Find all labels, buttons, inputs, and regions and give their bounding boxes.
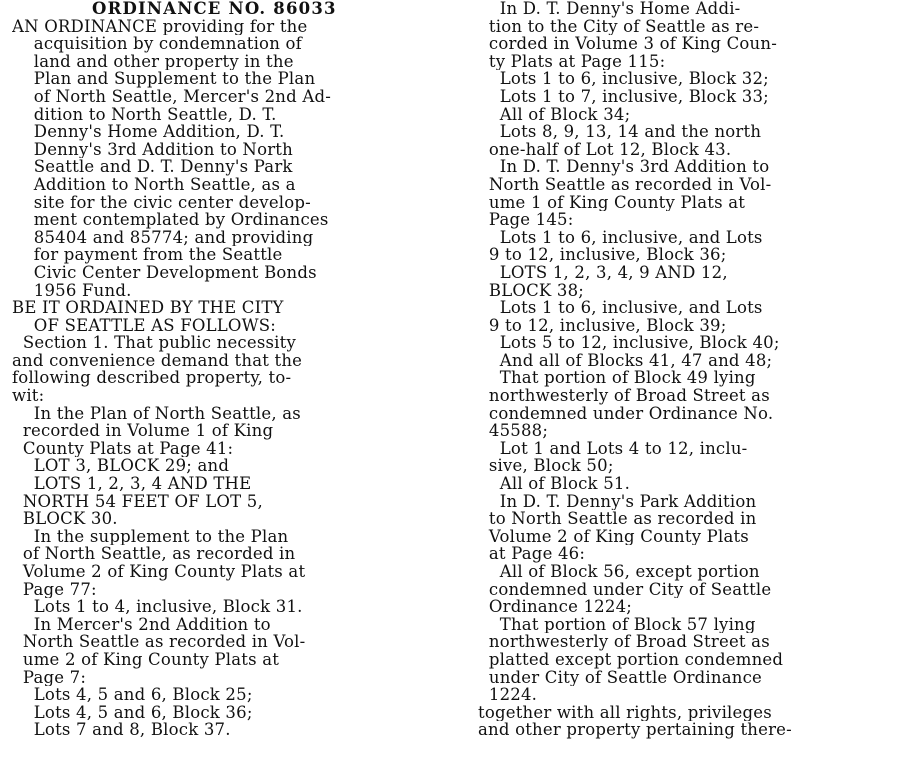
text-line: and convenience demand that the — [12, 351, 303, 370]
text-line: ment contemplated by Ordinances — [12, 211, 329, 229]
text-line: 9 to 12, inclusive, Block 36; — [478, 246, 727, 264]
text-line: condemned under Ordinance No. — [478, 404, 774, 423]
text-line: together with all rights, privileges — [478, 703, 772, 722]
text-line: In D. T. Denny's 3rd Addition to — [478, 158, 770, 176]
text-line: Ordinance 1224; — [478, 598, 633, 616]
text-line: Seattle and D. T. Denny's Park — [12, 158, 293, 176]
text-line: Section 1. That public necessity — [12, 334, 296, 352]
text-line: to North Seattle as recorded in — [478, 510, 757, 528]
text-line: Lots 1 to 4, inclusive, Block 31. — [12, 598, 303, 616]
text-line: 1224. — [478, 686, 538, 704]
text-line: All of Block 51. — [478, 475, 631, 493]
text-line: Plan and Supplement to the Plan — [12, 70, 316, 88]
text-line: OF SEATTLE AS FOLLOWS: — [12, 316, 277, 335]
text-line: Lots 1 to 6, inclusive, Block 32; — [478, 70, 769, 88]
text-line: North Seattle as recorded in Vol- — [12, 633, 306, 651]
text-line: That portion of Block 49 lying — [478, 369, 756, 388]
text-line: for payment from the Seattle — [12, 246, 283, 264]
text-line: northwesterly of Broad Street as — [478, 633, 770, 651]
text-line: Lots 7 and 8, Block 37. — [12, 721, 231, 739]
text-line: 45588; — [478, 422, 549, 440]
text-line: and other property pertaining there- — [478, 721, 792, 739]
text-line: site for the civic center develop- — [12, 193, 311, 212]
text-line: of North Seattle, Mercer's 2nd Ad- — [12, 87, 331, 106]
text-line: All of Block 56, except portion — [478, 563, 760, 581]
text-line: 85404 and 85774; and providing — [12, 228, 314, 247]
text-line: NORTH 54 FEET OF LOT 5, — [12, 492, 263, 511]
text-line: ty Plats at Page 115: — [478, 52, 666, 71]
text-line: AN ORDINANCE providing for the — [12, 17, 308, 36]
right-column — [478, 0, 892, 739]
text-line: BLOCK 30. — [12, 510, 118, 528]
text-line: corded in Volume 3 of King Coun- — [478, 35, 777, 53]
text-line: That portion of Block 57 lying — [478, 615, 756, 634]
text-line: one-half of Lot 12, Block 43. — [478, 140, 732, 159]
text-line: dition to North Seattle, D. T. — [12, 105, 277, 124]
text-line: Lots 1 to 6, inclusive, and Lots — [478, 299, 763, 317]
text-line: wit: — [12, 387, 45, 405]
text-line: 1956 Fund. — [12, 281, 132, 300]
ordinance-title: ORDINANCE NO. 86033 — [92, 0, 337, 18]
text-line: BE IT ORDAINED BY THE CITY — [12, 299, 284, 317]
text-line: In the supplement to the Plan — [12, 527, 289, 546]
text-line: In D. T. Denny's Park Addition — [478, 492, 757, 511]
text-line: LOT 3, BLOCK 29; and — [12, 457, 230, 476]
text-line: at Page 46: — [478, 545, 586, 563]
text-line: ume 1 of King County Plats at — [478, 193, 746, 212]
text-line: BLOCK 38; — [478, 281, 585, 300]
text-line: In the Plan of North Seattle, as — [12, 404, 301, 423]
text-line: tion to the City of Seattle as re- — [478, 17, 760, 36]
text-line: Page 145: — [478, 211, 574, 229]
left-column — [12, 0, 436, 739]
text-line: of North Seattle, as recorded in — [12, 545, 296, 563]
text-line: ume 2 of King County Plats at — [12, 650, 280, 669]
text-line: Denny's 3rd Addition to North — [12, 140, 293, 159]
text-line: Page 7: — [12, 668, 87, 687]
text-line: Denny's Home Addition, D. T. — [12, 123, 285, 141]
text-line: platted except portion condemned — [478, 650, 784, 669]
text-line: In Mercer's 2nd Addition to — [12, 615, 271, 634]
text-line: Lots 8, 9, 13, 14 and the north — [478, 123, 762, 141]
text-line: Lots 1 to 7, inclusive, Block 33; — [478, 87, 769, 106]
text-line: County Plats at Page 41: — [12, 439, 234, 458]
text-line: All of Block 34; — [478, 105, 631, 124]
text-line: LOTS 1, 2, 3, 4 AND THE — [12, 475, 252, 493]
text-line: And all of Blocks 41, 47 and 48; — [478, 351, 773, 370]
text-line: sive, Block 50; — [478, 457, 614, 476]
text-line: North Seattle as recorded in Vol- — [478, 175, 772, 194]
text-line: Lot 1 and Lots 4 to 12, inclu- — [478, 439, 748, 458]
text-line: northwesterly of Broad Street as — [478, 387, 770, 405]
text-line: Page 77: — [12, 580, 97, 599]
text-line: Addition to North Seattle, as a — [12, 175, 296, 194]
text-line: Volume 2 of King County Plats at — [12, 563, 306, 581]
text-line: Lots 4, 5 and 6, Block 25; — [12, 686, 253, 704]
text-line: Lots 4, 5 and 6, Block 36; — [12, 703, 253, 722]
text-line: Civic Center Development Bonds — [12, 263, 317, 282]
text-line: Lots 5 to 12, inclusive, Block 40; — [478, 334, 780, 352]
text-line: recorded in Volume 1 of King — [12, 422, 274, 440]
text-line: Volume 2 of King County Plats — [478, 527, 749, 546]
text-line: following described property, to- — [12, 369, 292, 388]
text-line: LOTS 1, 2, 3, 4, 9 AND 12, — [478, 263, 728, 282]
text-line: Lots 1 to 6, inclusive, and Lots — [478, 228, 763, 247]
text-line: land and other property in the — [12, 52, 294, 71]
text-line: under City of Seattle Ordinance — [478, 668, 762, 687]
text-line: acquisition by condemnation of — [12, 35, 302, 53]
text-line: 9 to 12, inclusive, Block 39; — [478, 316, 727, 335]
text-line: In D. T. Denny's Home Addi- — [478, 0, 741, 18]
text-line: condemned under City of Seattle — [478, 580, 772, 599]
